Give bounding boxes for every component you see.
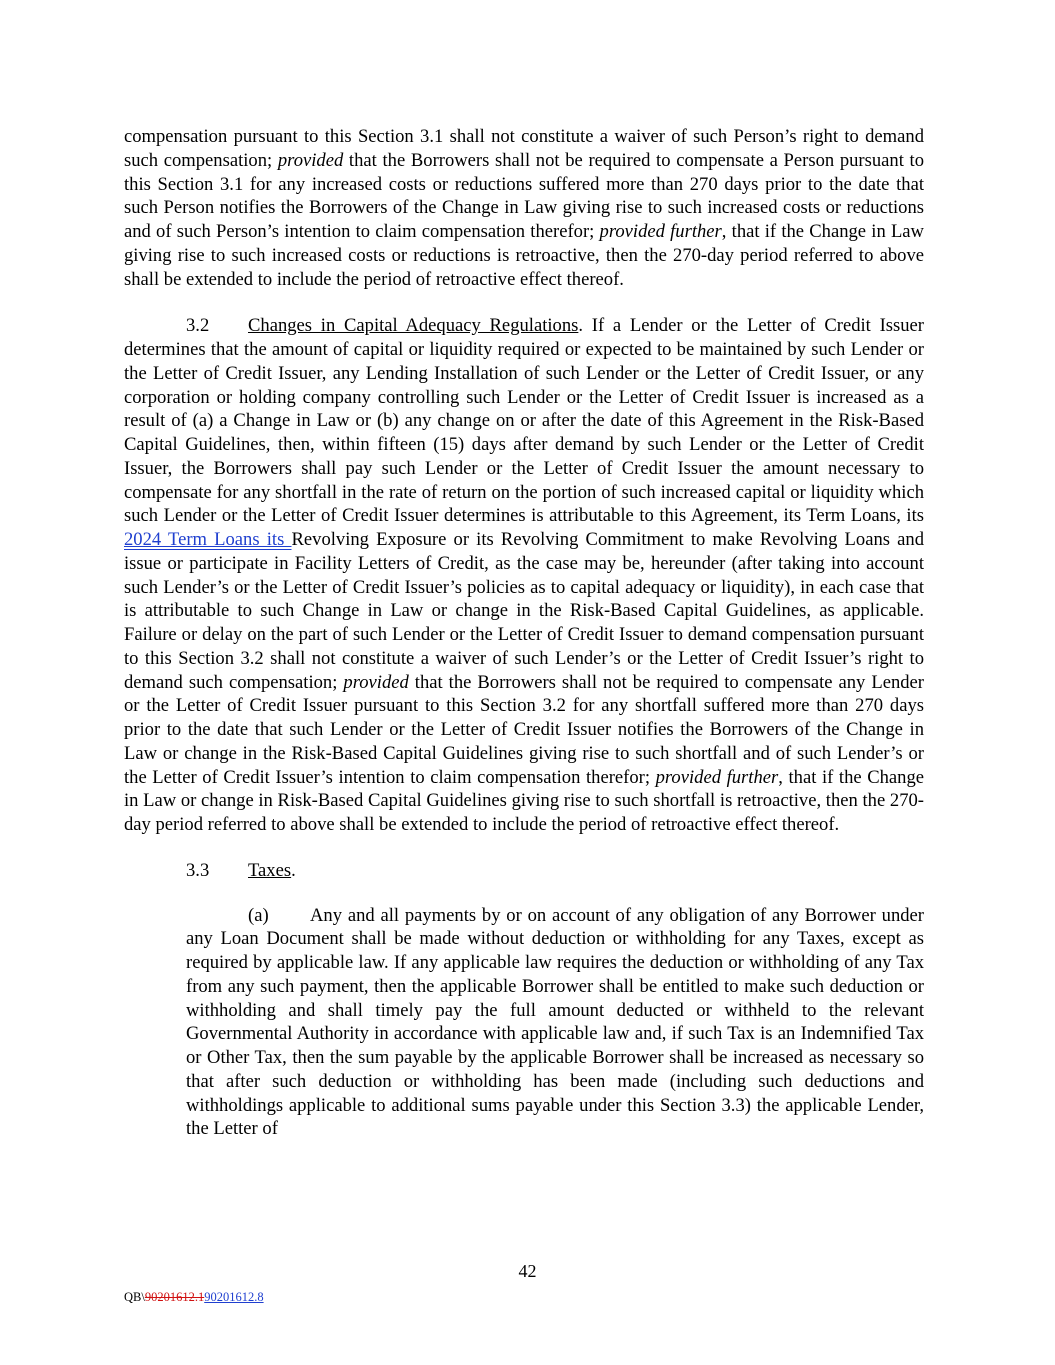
- paragraph-text: , that if the Change in Law giving rise to such increased costs or reductions is retroactive, then the 270-day period referred to above shall be extended to include the period of retroactive effect thereof.: [124, 221, 924, 290]
- document-page: [124, 125, 924, 1141]
- section-heading: Taxes: [248, 859, 292, 881]
- heading-punctuation: .: [291, 859, 296, 881]
- paragraph-text: , that if the Change in Law or change in Risk-Based Capital Guidelines giving rise to such shortfall is retroactive, then the 270-day period referred to above shall be extended to include the period of retroactive effect thereof.: [124, 766, 924, 835]
- doc-id-deleted: 90201612.1: [144, 1290, 205, 1304]
- tracked-insertion: 2024 Term Loans its: [124, 529, 292, 550]
- paragraph-text: Revolving Exposure or its Revolving Commitment to make Revolving Loans and issue or participate in Facility Letters of Credit, as the case may be, hereunder (after taking into account such Lender’s or the Letter of Credit Issuer’s policies as to capital adequacy or liquidity), in each case that is attributable to such Change in Law or change in the Risk-Based Capital Guidelines, as applicable. Failure or delay on the part of such Lender or the Letter of Credit Issuer to demand compensation pursuant to this Section 3.2 shall not constitute a waiver of such Lender’s or the Letter of Credit Issuer’s right to demand such compensation;: [124, 529, 924, 693]
- section-heading: Changes in Capital Adequacy Regulations: [248, 315, 579, 337]
- document-id: [124, 1290, 264, 1305]
- carryover-paragraph: [124, 125, 924, 291]
- section-3-3-a: [124, 904, 924, 1142]
- section-number: 3.2: [186, 315, 210, 337]
- page-number: 42: [518, 1261, 537, 1281]
- section-3-3-heading: [124, 859, 924, 883]
- doc-id-prefix: QB\: [124, 1290, 145, 1304]
- paragraph-text: . If a Lender or the Letter of Credit Issuer determines that the amount of capital or liquidity required or expected to be maintained by such Lender or the Letter of Credit Issuer, any Lending Installation of such Lender or the Letter of Credit Issuer, or any corporation or holding company controlling such Lender or the Letter of Credit Issuer is increased as a result of (a) a Change in Law or (b) any change on or after the date of this Agreement in the Risk-Based Capital Guidelines, then, within fifteen (15) days after demand by such Lender or the Letter of Credit Issuer, the Borrowers shall pay such Lender or the Letter of Credit Issuer the amount necessary to compensate for any shortfall in the rate of return on the portion of such increased capital or liquidity which such Lender or the Letter of Credit Issuer determines is attributable to this Agreement, its Term Loans, its: [124, 315, 924, 527]
- italic-term: provided: [277, 149, 344, 171]
- paragraph-text: that the Borrowers shall not be required to compensate a Person pursuant to this Section 3.1 for any increased costs or reductions suffered more than 270 days prior to the date that such Person notifies the Borrowers of the Change in Law giving rise to such increased costs or reductions and of such Person’s intention to claim compensation therefor;: [124, 149, 924, 242]
- paragraph-text: that the Borrowers shall not be required to compensate any Lender or the Letter of Credit Issuer pursuant to this Section 3.2 for any shortfall suffered more than 270 days prior to the date that such Lender or the Letter of Credit Issuer notifies the Borrowers of the Change in Law or change in the Risk-Based Capital Guidelines giving rise to such shortfall and of such Lender’s or the Letter of Credit Issuer’s intention to claim compensation therefor;: [124, 671, 924, 788]
- paragraph-text: compensation pursuant to this Section 3.1 shall not constitute a waiver of such Person’s right to demand such compensation;: [124, 126, 924, 171]
- paragraph-text: Any and all payments by or on account of any obligation of any Borrower under any Loan Document shall be made without deduction or withholding for any Taxes, except as required by applicable law. If any applicable law requires the deduction or withholding of any Tax from any such payment, then the applicable Borrower shall be entitled to make such deduction or withholding and shall timely pay the full amount deducted or withheld to the relevant Governmental Authority in accordance with applicable law and, if such Tax is an Indemnified Tax or Other Tax, then the sum payable by the applicable Borrower shall be increased as necessary so that after such deduction or withholding has been made (including such deductions and withholdings applicable to additional sums payable under this Section 3.3) the applicable Lender, the Letter of: [186, 904, 924, 1140]
- italic-term: provided further: [599, 221, 722, 242]
- doc-id-added: 90201612.8: [204, 1290, 264, 1304]
- section-3-2: [124, 314, 924, 837]
- italic-term: provided further: [655, 766, 779, 788]
- italic-term: provided: [343, 671, 409, 693]
- section-number: 3.3: [186, 859, 210, 881]
- subsection-label: (a): [248, 904, 269, 926]
